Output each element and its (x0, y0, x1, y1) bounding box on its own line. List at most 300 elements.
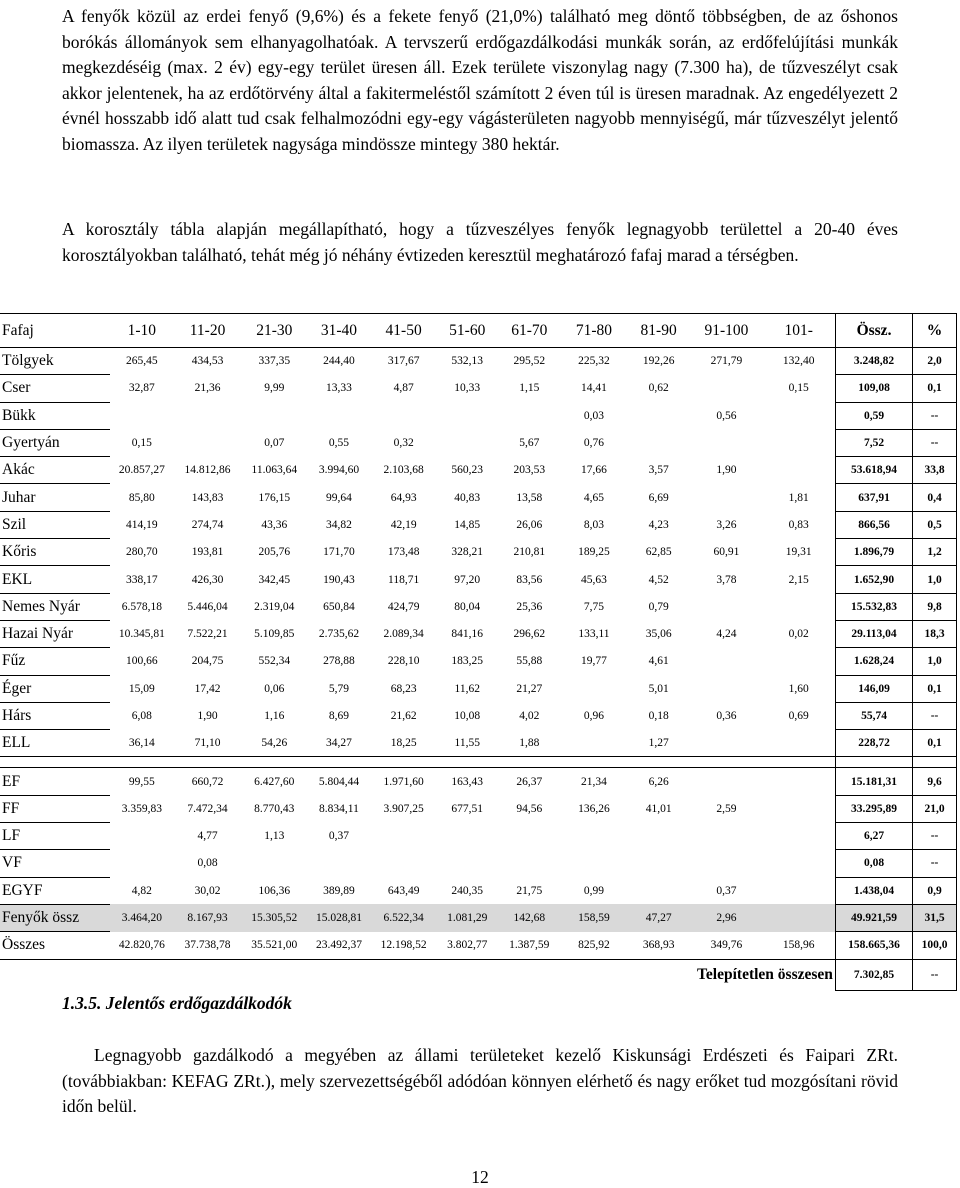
value-cell: 17,42 (194, 682, 221, 695)
value-cell (690, 850, 762, 877)
value-cell (437, 823, 497, 850)
value-cell: 0,99 (583, 884, 605, 897)
value-cell: 21,75 (516, 884, 543, 897)
value-cell: 4,24 (716, 628, 737, 641)
value-cell (690, 768, 762, 795)
value-cell: 15.028,81 (308, 904, 371, 931)
table-row (0, 484, 957, 511)
value-cell: 3.464,20 (110, 904, 175, 931)
percent-cell: 0,9 (913, 877, 957, 904)
value-cell: 337,35 (258, 355, 291, 368)
paragraph-intro: A fenyők közül az erdei fenyő (9,6%) és a fekete fenyő (21,0%) található meg döntő többségben, de az őshonos borókás állományok sem elhanyagolhatóak. A tervszerű erdőgazdálkodási munkák során, az erdőfelújítási munkák megkezdéséig (max. 2 év) egy-egy terület üresen áll. Ezek területe viszonylag nagy (7.300 ha), de tűzveszélyt csak akkor jelentenek, ha az erdőtörvény által a fakitermeléstől számított 2 éven túl is üresen maradnak. Az engedélyezett 2 évnél hosszabb idő alatt tud csak felhalmozódni egy-egy vágásterületen nagyobb mennyiségű, már tűzveszélyt jelentő biomassza. Az ilyen területek nagysága mindössze mintegy 380 hektár. (62, 6, 898, 154)
value-cell: 85,80 (128, 491, 155, 504)
value-cell: 677,51 (451, 802, 484, 815)
species-cell: Hazai Nyár (0, 620, 110, 647)
value-cell (762, 877, 835, 904)
value-cell (370, 823, 437, 850)
value-cell: 21,34 (581, 775, 607, 788)
value-cell: 51-60 (437, 314, 497, 348)
total-cell: 15.181,31 (835, 768, 912, 795)
value-cell: 424,79 (387, 600, 420, 613)
value-cell: 64,93 (390, 491, 417, 504)
total-cell: 1.896,79 (835, 539, 912, 566)
value-cell (762, 648, 835, 675)
value-cell: 32,87 (128, 382, 155, 395)
value-cell: 3.994,60 (318, 464, 360, 477)
value-cell: 3,57 (648, 464, 669, 477)
value-cell: 2.735,62 (318, 628, 360, 641)
value-cell: 80,04 (454, 600, 481, 613)
value-cell: 532,13 (451, 355, 484, 368)
value-cell: 5,01 (648, 682, 669, 695)
percent-cell: 1,0 (913, 566, 957, 593)
value-cell: 14,85 (454, 518, 481, 531)
percent-cell: 9,6 (913, 768, 957, 795)
total-cell: 49.921,59 (835, 904, 912, 931)
value-cell: 97,20 (454, 573, 481, 586)
value-cell: 6,08 (131, 710, 152, 722)
value-cell: 6.427,60 (254, 775, 295, 788)
table-row (0, 768, 957, 795)
value-cell: 30,02 (194, 884, 221, 897)
value-cell: 244,40 (323, 355, 355, 368)
value-cell: 171,70 (323, 546, 355, 559)
paragraph-age-class: A korosztály tábla alapján megállapítható, hogy a tűzveszélyes fenyők legnagyobb területtel a 20-40 éves korosztályokban található, tehát még jó néhány évtizeden keresztül meghatározó fafaj marad a térségben. (62, 219, 898, 265)
total-cell: 0,08 (835, 850, 912, 877)
value-cell: 21-30 (241, 314, 308, 348)
value-cell: 328,21 (451, 546, 484, 559)
value-cell: 2,96 (690, 904, 762, 931)
percent-cell: 1,0 (913, 648, 957, 675)
value-cell: 4,23 (648, 518, 669, 531)
value-cell: 0,07 (264, 437, 285, 450)
value-cell: 278,88 (323, 655, 355, 668)
value-cell: 203,53 (513, 464, 546, 477)
value-cell (437, 402, 497, 429)
value-cell: 3,26 (716, 518, 737, 531)
percent-cell: 31,5 (913, 904, 957, 931)
value-cell: 158,59 (561, 904, 627, 931)
species-cell: Hárs (0, 702, 110, 729)
value-cell: 317,67 (387, 355, 420, 368)
value-cell: 14,41 (581, 382, 607, 395)
total-cell: 6,27 (835, 823, 912, 850)
species-cell: Juhar (0, 484, 110, 511)
species-cell: Akác (0, 457, 110, 484)
value-cell: 6.578,18 (121, 600, 162, 613)
value-cell: 193,81 (191, 546, 224, 559)
value-cell: 4,61 (648, 655, 669, 668)
value-cell: 118,71 (388, 573, 420, 586)
page-number: 12 (471, 1167, 489, 1187)
value-cell: 11-20 (174, 314, 241, 348)
total-cell: 866,56 (835, 511, 912, 538)
total-cell: 0,59 (835, 402, 912, 429)
value-cell: 0,79 (648, 600, 669, 613)
total-cell: 53.618,94 (835, 457, 912, 484)
value-cell (690, 429, 762, 456)
value-cell: 3.802,77 (437, 932, 497, 959)
table-separator (0, 757, 957, 768)
value-cell: 60,91 (713, 546, 740, 559)
table-row (0, 511, 957, 538)
value-cell: 1,60 (788, 682, 809, 695)
value-cell: 18,25 (390, 737, 417, 750)
value-cell: 5,67 (519, 437, 540, 450)
table-row (0, 593, 957, 620)
value-cell: 189,25 (578, 546, 610, 559)
value-cell (174, 402, 241, 429)
species-cell: Gyertyán (0, 429, 110, 456)
value-cell: 83,56 (516, 573, 543, 586)
value-cell: 414,19 (126, 518, 158, 531)
value-cell: 99,64 (326, 491, 352, 504)
value-cell (370, 402, 437, 429)
value-cell: 19,77 (581, 655, 607, 668)
species-cell: VF (0, 850, 110, 877)
value-cell: 1-10 (110, 314, 175, 348)
percent-cell: -- (913, 823, 957, 850)
value-cell (110, 823, 175, 850)
value-cell: 225,32 (578, 355, 610, 368)
value-cell (241, 402, 308, 429)
value-cell: 71-80 (561, 314, 627, 348)
value-cell: 280,70 (126, 546, 158, 559)
value-cell: 6,69 (648, 491, 669, 504)
value-cell: 11,55 (454, 737, 480, 750)
value-cell: 6.522,34 (370, 904, 437, 931)
value-cell: 825,92 (561, 932, 627, 959)
table-row (0, 429, 957, 456)
percent-cell: 18,3 (913, 620, 957, 647)
value-cell (110, 850, 175, 877)
value-cell: 1,81 (788, 491, 809, 504)
value-cell (690, 675, 762, 702)
value-cell: 0,06 (264, 682, 285, 695)
value-cell: 62,85 (645, 546, 672, 559)
value-cell: 210,81 (513, 546, 546, 559)
value-cell: 5.446,04 (187, 600, 228, 613)
value-cell: 10,08 (454, 710, 481, 722)
percent-cell: -- (913, 702, 957, 729)
value-cell (762, 429, 835, 456)
value-cell: 35,06 (645, 628, 672, 641)
species-cell: EGYF (0, 877, 110, 904)
value-cell: 271,79 (710, 355, 743, 368)
value-cell: 8.834,11 (319, 802, 359, 815)
value-cell: 3.359,83 (121, 802, 162, 815)
value-cell: 1,90 (716, 464, 737, 477)
value-cell: 192,26 (642, 355, 675, 368)
percent-cell: -- (913, 429, 957, 456)
value-cell (174, 429, 241, 456)
table-row (0, 539, 957, 566)
value-cell: 11.063,64 (251, 464, 298, 477)
value-cell: 1,15 (519, 382, 540, 395)
species-cell: Cser (0, 375, 110, 402)
paragraph-kefag: Legnagyobb gazdálkodó a megyében az állami területeket kezelő Kiskunsági Erdészeti és Faipari ZRt. (továbbiakban: KEFAG ZRt.), mely szervezettségéből adódóan könnyen elérhető és nagy erőket tud mozgósítani rövid időn belül. (62, 1045, 898, 1116)
value-cell: 5,79 (328, 682, 350, 695)
value-cell: 1.971,60 (383, 775, 424, 788)
value-cell: 9,99 (264, 382, 285, 395)
value-cell: 54,26 (261, 737, 288, 750)
value-cell (690, 484, 762, 511)
value-cell: 0,08 (197, 857, 218, 870)
value-cell: 0,96 (583, 710, 605, 722)
section-heading: 1.3.5. Jelentős erdőgazdálkodók (62, 993, 292, 1013)
table-row (0, 730, 957, 757)
total-cell: 146,09 (835, 675, 912, 702)
value-cell (437, 850, 497, 877)
value-cell (762, 593, 835, 620)
percent-cell: 21,0 (913, 795, 957, 822)
value-cell: 434,53 (191, 355, 224, 368)
total-cell: 33.295,89 (835, 795, 912, 822)
value-cell: 0,15 (131, 437, 152, 450)
value-cell: 4,02 (519, 710, 540, 722)
value-cell: 338,17 (126, 573, 158, 586)
value-cell: 143,83 (191, 491, 224, 504)
percent-cell: 33,8 (913, 457, 957, 484)
value-cell: 23.492,37 (308, 932, 371, 959)
value-cell (437, 429, 497, 456)
species-cell: Kőris (0, 539, 110, 566)
value-cell: 3.907,25 (383, 802, 424, 815)
table-row (0, 620, 957, 647)
value-cell: 71,10 (194, 737, 221, 750)
value-cell: 368,93 (627, 932, 691, 959)
value-cell (762, 730, 835, 757)
value-cell: 21,27 (516, 682, 543, 695)
value-cell: 20.857,27 (118, 464, 165, 477)
value-cell: 1,13 (264, 830, 285, 843)
value-cell (241, 850, 308, 877)
value-cell: 7.472,34 (187, 802, 228, 815)
value-cell: 0,15 (788, 382, 809, 395)
value-cell (370, 850, 437, 877)
value-cell (690, 730, 762, 757)
total-cell: 55,74 (835, 702, 912, 729)
value-cell: 163,43 (451, 775, 484, 788)
value-cell: 660,72 (191, 775, 224, 788)
value-cell (762, 768, 835, 795)
value-cell: 173,48 (387, 546, 420, 559)
value-cell: 190,43 (323, 573, 355, 586)
value-cell: 274,74 (191, 518, 224, 531)
value-cell: 43,36 (261, 518, 288, 531)
value-cell: 552,34 (258, 655, 291, 668)
value-cell: 26,06 (516, 518, 543, 531)
value-cell: 205,76 (258, 546, 291, 559)
age-class-table (0, 313, 960, 991)
percent-cell: 0,5 (913, 511, 957, 538)
value-cell: 132,40 (782, 355, 815, 368)
unplanted-total-label: Telepítetlen összesen (697, 965, 833, 983)
value-cell: 68,23 (390, 682, 417, 695)
value-cell: 21,36 (194, 382, 221, 395)
table-row (0, 823, 957, 850)
value-cell (497, 823, 561, 850)
value-cell (308, 850, 371, 877)
species-cell: LF (0, 823, 110, 850)
value-cell: 1,27 (648, 737, 669, 750)
value-cell (561, 850, 627, 877)
table-row (0, 904, 957, 931)
value-cell: 841,16 (451, 628, 484, 641)
value-cell: 0,56 (716, 409, 737, 422)
value-cell: 2.103,68 (383, 464, 424, 477)
value-cell: 650,84 (323, 600, 355, 613)
value-cell: 4,82 (131, 884, 152, 897)
value-cell: 4,87 (393, 382, 414, 395)
value-cell: 106,36 (258, 884, 291, 897)
value-cell: 5.804,44 (318, 775, 360, 788)
value-cell: 41-50 (370, 314, 437, 348)
value-cell: 295,52 (513, 355, 546, 368)
value-cell: 31-40 (308, 314, 371, 348)
value-cell: 2,15 (788, 573, 809, 586)
value-cell (627, 429, 691, 456)
value-cell: 176,15 (258, 491, 291, 504)
value-cell: 41,01 (645, 802, 672, 815)
value-cell: 426,30 (191, 573, 224, 586)
total-cell: 637,91 (835, 484, 912, 511)
value-cell: 26,37 (516, 775, 543, 788)
total-cell: 15.532,83 (835, 593, 912, 620)
percent-cell: -- (913, 402, 957, 429)
species-cell: Fafaj (0, 314, 110, 348)
value-cell: 0,83 (788, 518, 809, 531)
value-cell: 228,10 (387, 655, 420, 668)
value-cell: 21,62 (390, 710, 417, 722)
value-cell: 94,56 (516, 802, 543, 815)
value-cell: 240,35 (451, 884, 484, 897)
value-cell: 643,49 (387, 884, 420, 897)
percent-cell: 0,1 (913, 375, 957, 402)
value-cell: 2.319,04 (254, 600, 295, 613)
value-cell: 37.738,78 (174, 932, 241, 959)
value-cell: 6,26 (648, 775, 669, 788)
value-cell: 10.345,81 (118, 628, 165, 641)
table-row (0, 566, 957, 593)
value-cell: 91-100 (690, 314, 762, 348)
value-cell: 13,58 (516, 491, 543, 504)
table-row (0, 932, 957, 959)
species-cell: ELL (0, 730, 110, 757)
value-cell (762, 457, 835, 484)
value-cell: 100,66 (126, 655, 158, 668)
table-row (0, 457, 957, 484)
species-cell: Tölgyek (0, 348, 110, 375)
unplanted-total-value: 7.302,85 (835, 959, 912, 990)
value-cell: 42,19 (390, 518, 417, 531)
total-cell: 1.628,24 (835, 648, 912, 675)
value-cell (561, 730, 627, 757)
value-cell: 17,66 (581, 464, 607, 477)
value-cell: 349,76 (690, 932, 762, 959)
value-cell: 0,62 (648, 382, 669, 395)
species-cell: Nemes Nyár (0, 593, 110, 620)
value-cell (627, 850, 691, 877)
value-cell: 45,63 (581, 573, 607, 586)
value-cell: 8,03 (583, 518, 605, 531)
total-cell: 1.438,04 (835, 877, 912, 904)
percent-cell: % (913, 314, 957, 348)
table-row (0, 375, 957, 402)
percent-cell: 0,1 (913, 730, 957, 757)
value-cell (308, 402, 371, 429)
value-cell: 0,37 (328, 830, 350, 843)
value-cell: 81-90 (627, 314, 691, 348)
total-cell: 1.652,90 (835, 566, 912, 593)
value-cell: 101- (762, 314, 835, 348)
value-cell: 0,69 (788, 710, 809, 722)
value-cell (762, 850, 835, 877)
value-cell: 11,62 (454, 682, 480, 695)
value-cell: 15.305,52 (241, 904, 308, 931)
species-cell: Fűz (0, 648, 110, 675)
value-cell: 0,55 (328, 437, 350, 450)
table-footer-row (0, 959, 957, 990)
value-cell: 183,25 (451, 655, 484, 668)
total-cell: 158.665,36 (835, 932, 912, 959)
value-cell: 19,31 (785, 546, 812, 559)
value-cell: 389,89 (323, 884, 355, 897)
value-cell: 34,82 (326, 518, 352, 531)
value-cell (561, 675, 627, 702)
value-cell: 61-70 (497, 314, 561, 348)
value-cell: 8,69 (328, 710, 350, 722)
species-cell: Bükk (0, 402, 110, 429)
value-cell: 7.522,21 (187, 628, 228, 641)
value-cell: 1.081,29 (437, 904, 497, 931)
percent-cell: 1,2 (913, 539, 957, 566)
value-cell: 12.198,52 (370, 932, 437, 959)
total-cell: 3.248,82 (835, 348, 912, 375)
value-cell: 1,16 (264, 710, 285, 722)
value-cell (690, 648, 762, 675)
species-cell: FF (0, 795, 110, 822)
table-row (0, 877, 957, 904)
value-cell: 0,03 (583, 409, 605, 422)
table-row (0, 648, 957, 675)
table-row (0, 702, 957, 729)
value-cell: 204,75 (191, 655, 224, 668)
value-cell: 34,27 (326, 737, 352, 750)
table-row (0, 850, 957, 877)
value-cell: 0,36 (716, 710, 737, 722)
percent-cell: 0,1 (913, 675, 957, 702)
value-cell (497, 402, 561, 429)
value-cell: 0,02 (788, 628, 809, 641)
value-cell: 5.109,85 (254, 628, 295, 641)
value-cell (690, 593, 762, 620)
species-cell: EKL (0, 566, 110, 593)
unplanted-total-percent: -- (913, 959, 957, 990)
value-cell (110, 402, 175, 429)
table-row (0, 675, 957, 702)
value-cell: 99,55 (128, 775, 155, 788)
value-cell: 4,52 (648, 573, 669, 586)
total-cell: 109,08 (835, 375, 912, 402)
species-cell: Éger (0, 675, 110, 702)
value-cell (762, 402, 835, 429)
percent-cell: 0,4 (913, 484, 957, 511)
value-cell: 0,76 (583, 437, 605, 450)
total-cell: 7,52 (835, 429, 912, 456)
table-row (0, 402, 957, 429)
value-cell: 15,09 (128, 682, 155, 695)
